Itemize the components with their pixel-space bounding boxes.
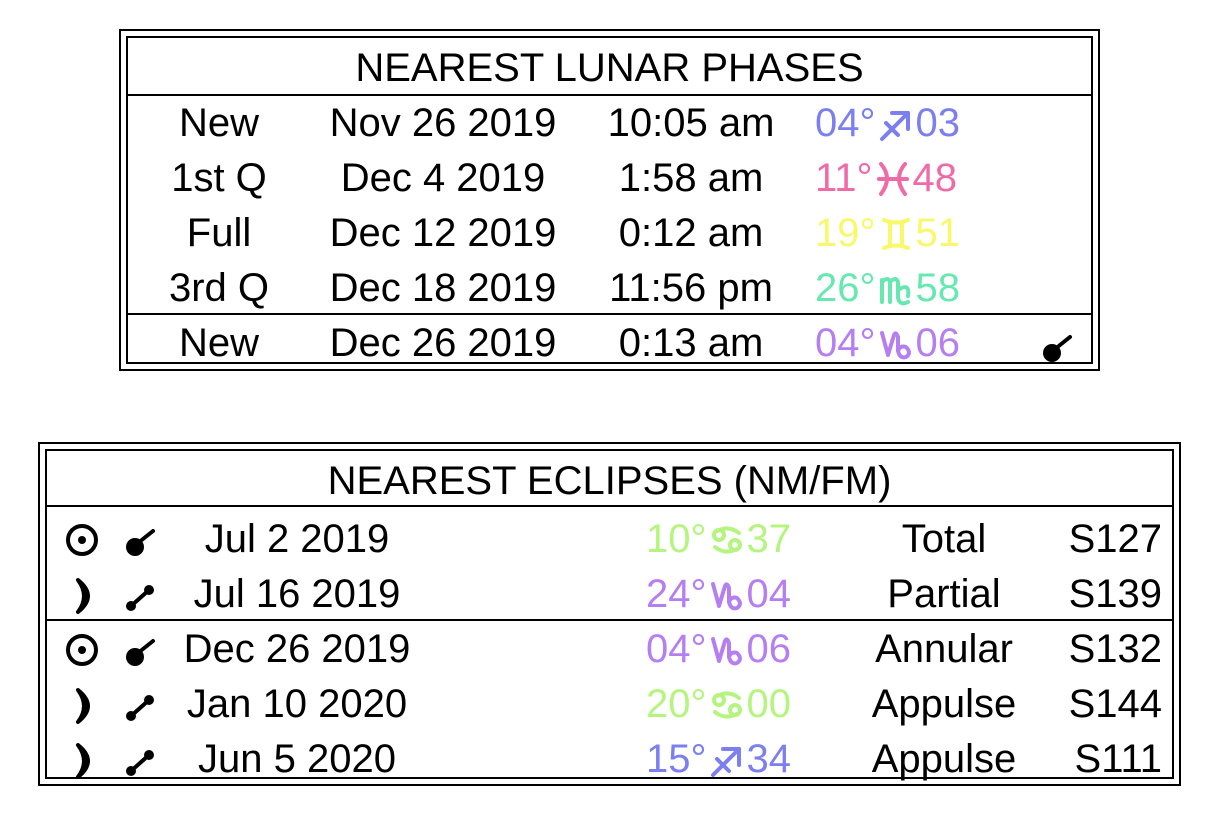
eclipse-position — [646, 732, 791, 787]
position-degrees: 10° — [646, 517, 707, 561]
phase-date: Dec 12 2019 — [329, 211, 557, 255]
phase-position — [815, 96, 960, 151]
sagittarius-icon — [707, 741, 747, 779]
eclipse-position — [646, 622, 791, 677]
phase-date: Nov 26 2019 — [329, 101, 557, 145]
cancer-icon — [707, 521, 747, 559]
lunar-phases-panel — [119, 29, 1100, 371]
position-degrees: 15° — [646, 737, 707, 781]
capricorn-icon — [876, 325, 916, 363]
position-degrees: 04° — [815, 101, 876, 145]
eclipses-title: NEAREST ECLIPSES (NM/FM) — [47, 451, 1172, 507]
cancer-icon — [707, 686, 747, 724]
lunar-phase-row — [128, 261, 1091, 316]
phase-time: 0:13 am — [618, 321, 764, 365]
lunar-phase-row — [128, 96, 1091, 151]
eclipse-saros: S144 — [1068, 682, 1162, 726]
position-degrees: 04° — [815, 321, 876, 365]
eclipse-date: Jan 10 2020 — [186, 682, 408, 726]
position-minutes: 51 — [915, 211, 960, 255]
position-degrees: 20° — [646, 682, 707, 726]
position-minutes: 34 — [746, 737, 791, 781]
position-degrees: 19° — [815, 211, 876, 255]
position-minutes: 06 — [746, 627, 791, 671]
eclipse-saros: S111 — [1074, 737, 1162, 781]
phase-position — [815, 261, 960, 316]
position-degrees: 04° — [646, 627, 707, 671]
eclipses-panel — [38, 442, 1181, 786]
lunar-phase-row — [128, 316, 1091, 371]
phase-name: 3rd Q — [168, 266, 270, 310]
conjunction-icon — [123, 634, 157, 679]
phase-time: 11:56 pm — [609, 266, 773, 310]
position-degrees: 11° — [815, 156, 873, 200]
moon-icon — [70, 577, 100, 625]
phase-time: 0:12 am — [618, 211, 764, 255]
moon-icon — [70, 742, 100, 790]
eclipse-type: Total — [901, 517, 987, 561]
phase-time: 1:58 am — [618, 156, 764, 200]
eclipse-position — [646, 512, 791, 567]
eclipse-type: Appulse — [871, 737, 1017, 781]
position-minutes: 03 — [915, 101, 960, 145]
eclipse-row — [47, 567, 1172, 622]
phase-position — [815, 316, 960, 371]
lunar-phases-title: NEAREST LUNAR PHASES — [128, 38, 1091, 96]
position-minutes: 37 — [746, 517, 791, 561]
eclipse-row — [47, 732, 1172, 787]
eclipse-date: Jul 2 2019 — [204, 517, 390, 561]
lunar-phases-separator — [128, 313, 1091, 315]
phase-name: New — [178, 321, 260, 365]
eclipse-date: Jun 5 2020 — [198, 737, 396, 781]
eclipse-type: Partial — [887, 572, 1001, 616]
lunar-phases-inner-frame — [126, 36, 1093, 364]
conjunction-icon — [123, 524, 157, 569]
opposition-icon — [123, 689, 157, 734]
position-minutes: 58 — [915, 266, 960, 310]
eclipses-inner-frame — [45, 449, 1174, 779]
position-minutes: 06 — [915, 321, 960, 365]
moon-icon — [70, 687, 100, 735]
eclipse-type: Annular — [875, 627, 1013, 671]
lunar-phase-row — [128, 151, 1091, 206]
eclipse-position — [646, 677, 791, 732]
phase-position — [815, 151, 957, 206]
gemini-icon — [876, 215, 916, 253]
eclipse-row — [47, 677, 1172, 732]
phase-date: Dec 18 2019 — [329, 266, 557, 310]
position-minutes: 48 — [912, 156, 958, 200]
capricorn-icon — [707, 576, 747, 614]
capricorn-icon — [707, 631, 747, 669]
sun-icon — [64, 632, 100, 678]
conjunction-icon — [1040, 330, 1074, 375]
eclipse-position — [646, 567, 791, 622]
eclipse-date: Dec 26 2019 — [183, 627, 411, 671]
eclipse-type: Appulse — [871, 682, 1017, 726]
position-minutes: 04 — [746, 572, 791, 616]
eclipse-row — [47, 622, 1172, 677]
sun-icon — [64, 522, 100, 568]
phase-name: New — [178, 101, 260, 145]
opposition-icon — [123, 744, 157, 789]
phase-date: Dec 26 2019 — [329, 321, 557, 365]
phase-position — [815, 206, 960, 261]
lunar-phase-row — [128, 206, 1091, 261]
phase-name: 1st Q — [171, 156, 267, 200]
eclipse-saros: S132 — [1068, 627, 1162, 671]
position-minutes: 00 — [746, 682, 791, 726]
position-degrees: 24° — [646, 572, 707, 616]
phase-time: 10:05 am — [607, 101, 775, 145]
pisces-icon — [873, 160, 913, 198]
phase-date: Dec 4 2019 — [340, 156, 546, 200]
eclipses-separator — [47, 619, 1172, 621]
virgo-icon — [876, 270, 916, 308]
phase-name: Full — [186, 211, 252, 255]
opposition-icon — [123, 579, 157, 624]
eclipse-date: Jul 16 2019 — [193, 572, 401, 616]
sagittarius-icon — [876, 105, 916, 143]
eclipse-row — [47, 512, 1172, 567]
position-degrees: 26° — [815, 266, 876, 310]
eclipse-saros: S139 — [1068, 572, 1162, 616]
eclipse-saros: S127 — [1068, 517, 1162, 561]
